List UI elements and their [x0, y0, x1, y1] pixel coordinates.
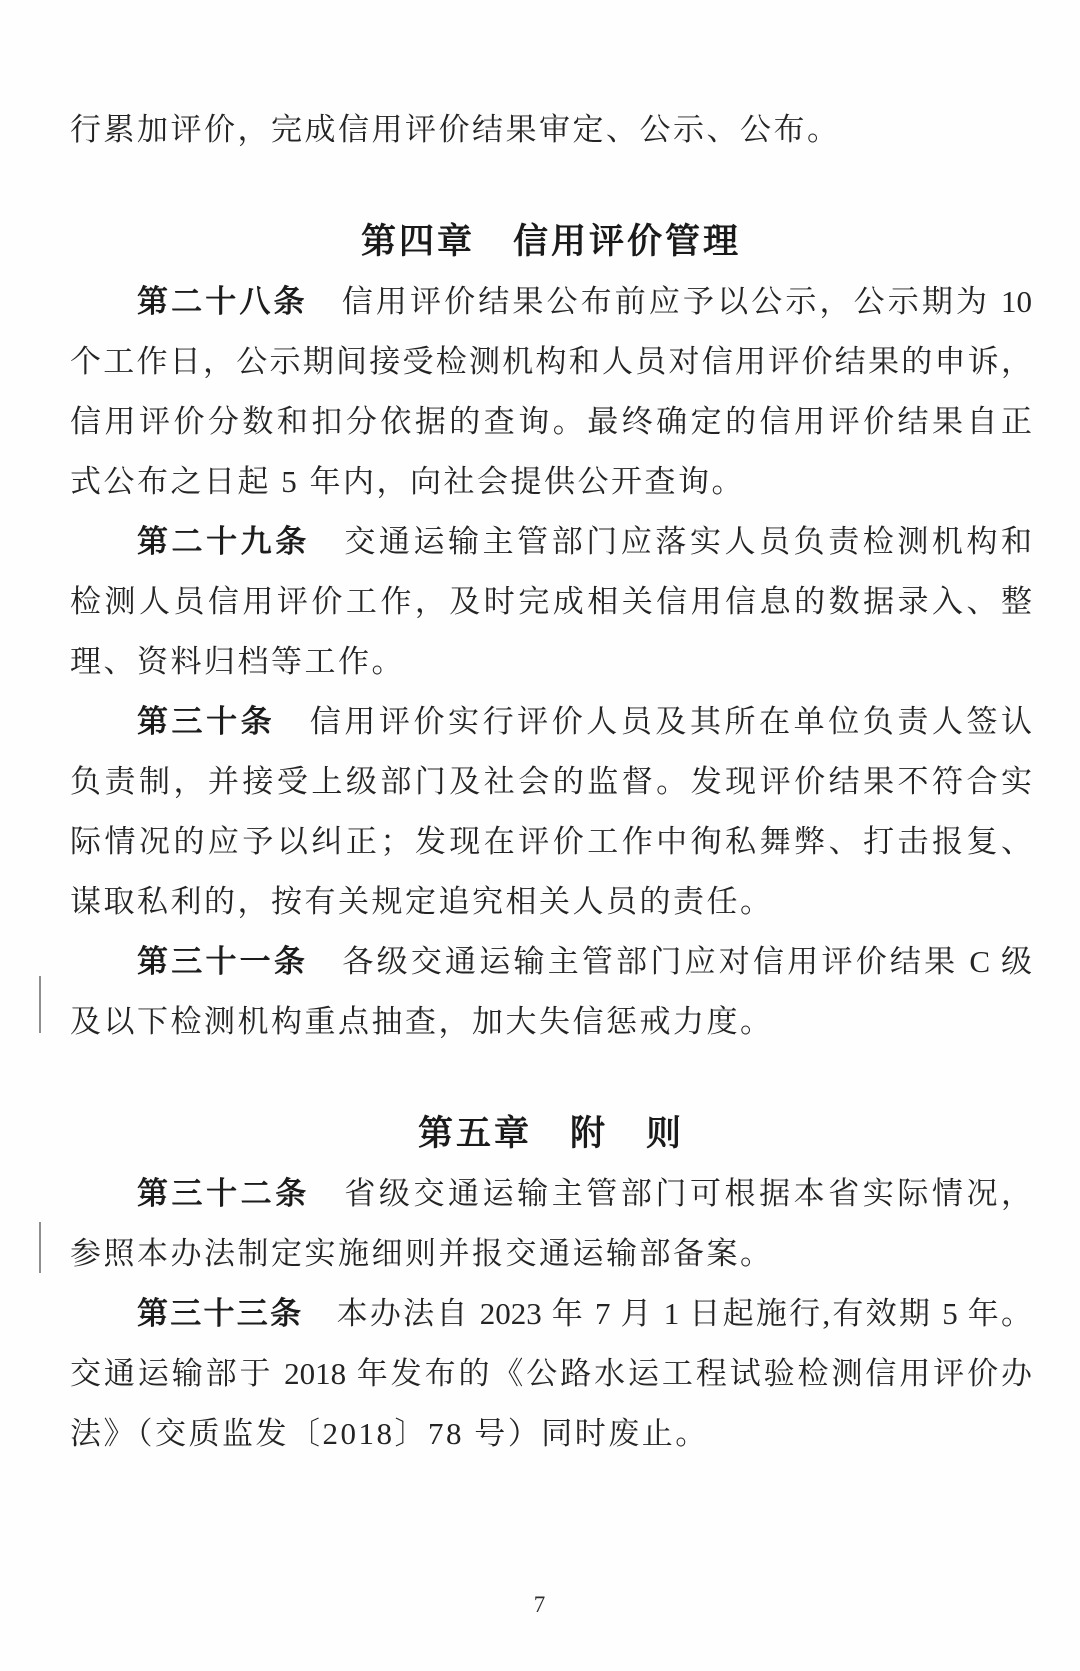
body-text: 交通运输主管部门应落实人员负责检测机构和	[309, 524, 1033, 559]
body-text: 式公布之日起 5 年内，向社会提供公开查询。	[70, 464, 745, 499]
article-number: 第二十八条	[137, 284, 308, 319]
text-line	[70, 572, 1032, 632]
body-text: 行累加评价，完成信用评价结果审定、公示、公布。	[70, 112, 841, 147]
text-line	[70, 872, 1032, 932]
page-number: 7	[533, 1592, 547, 1617]
chapter-heading: 第四章 信用评价管理	[360, 222, 741, 261]
text-line	[70, 452, 1032, 512]
text-line	[70, 1164, 1032, 1224]
text-line	[70, 752, 1032, 812]
body-text: 际情况的应予以纠正；发现在评价工作中徇私舞弊、打击报复、	[70, 824, 1032, 859]
text-line	[70, 692, 1032, 752]
body-text: 省级交通运输主管部门可根据本省实际情况，	[309, 1176, 1033, 1211]
body-text: 及以下检测机构重点抽查，加大失信惩戒力度。	[70, 1004, 774, 1039]
text-line	[70, 1284, 1032, 1344]
body-text: 本办法自 2023 年 7 月 1 日起施行,有效期 5 年。	[303, 1296, 1033, 1331]
body-text: 参照本办法制定实施细则并报交通运输部备案。	[70, 1236, 774, 1271]
body-text: 交通运输部于 2018 年发布的《公路水运工程试验检测信用评价办	[70, 1356, 1032, 1391]
article-number: 第三十一条	[137, 944, 309, 979]
body-text: 理、资料归档等工作。	[70, 644, 405, 679]
text-line	[70, 812, 1032, 872]
text-line	[70, 1224, 1032, 1284]
body-text: 信用评价结果公布前应予以公示，公示期为 10	[307, 284, 1032, 319]
text-line	[70, 512, 1032, 572]
text-line	[70, 1344, 1032, 1404]
text-line	[70, 100, 1032, 160]
text-line	[70, 332, 1032, 392]
article-number: 第二十九条	[137, 524, 310, 559]
text-line	[70, 992, 1032, 1052]
text-line	[70, 272, 1032, 332]
revision-mark	[39, 976, 41, 1033]
body-text: 信用评价实行评价人员及其所在单位负责人签认	[275, 704, 1033, 739]
body-text: 法》（交质监发〔2018〕78 号）同时废止。	[70, 1416, 709, 1451]
text-line	[70, 632, 1032, 692]
chapter-heading: 第五章 附 则	[417, 1114, 684, 1153]
article-number: 第三十条	[137, 704, 276, 739]
text-line	[70, 392, 1032, 452]
body-text: 谋取私利的，按有关规定追究相关人员的责任。	[70, 884, 774, 919]
text-line	[70, 932, 1032, 992]
body-text: 信用评价分数和扣分依据的查询。最终确定的信用评价结果自正	[70, 404, 1032, 439]
revision-mark	[39, 1222, 41, 1273]
body-text: 负责制，并接受上级部门及社会的监督。发现评价结果不符合实	[70, 764, 1032, 799]
article-number: 第三十二条	[137, 1176, 310, 1211]
body-text: 个工作日，公示期间接受检测机构和人员对信用评价结果的申诉，	[70, 344, 1032, 379]
body-text: 检测人员信用评价工作，及时完成相关信用信息的数据录入、整	[70, 584, 1032, 619]
article-number: 第三十三条	[137, 1296, 304, 1331]
text-line	[70, 1404, 1032, 1464]
body-text: 各级交通运输主管部门应对信用评价结果 C 级	[308, 944, 1032, 979]
